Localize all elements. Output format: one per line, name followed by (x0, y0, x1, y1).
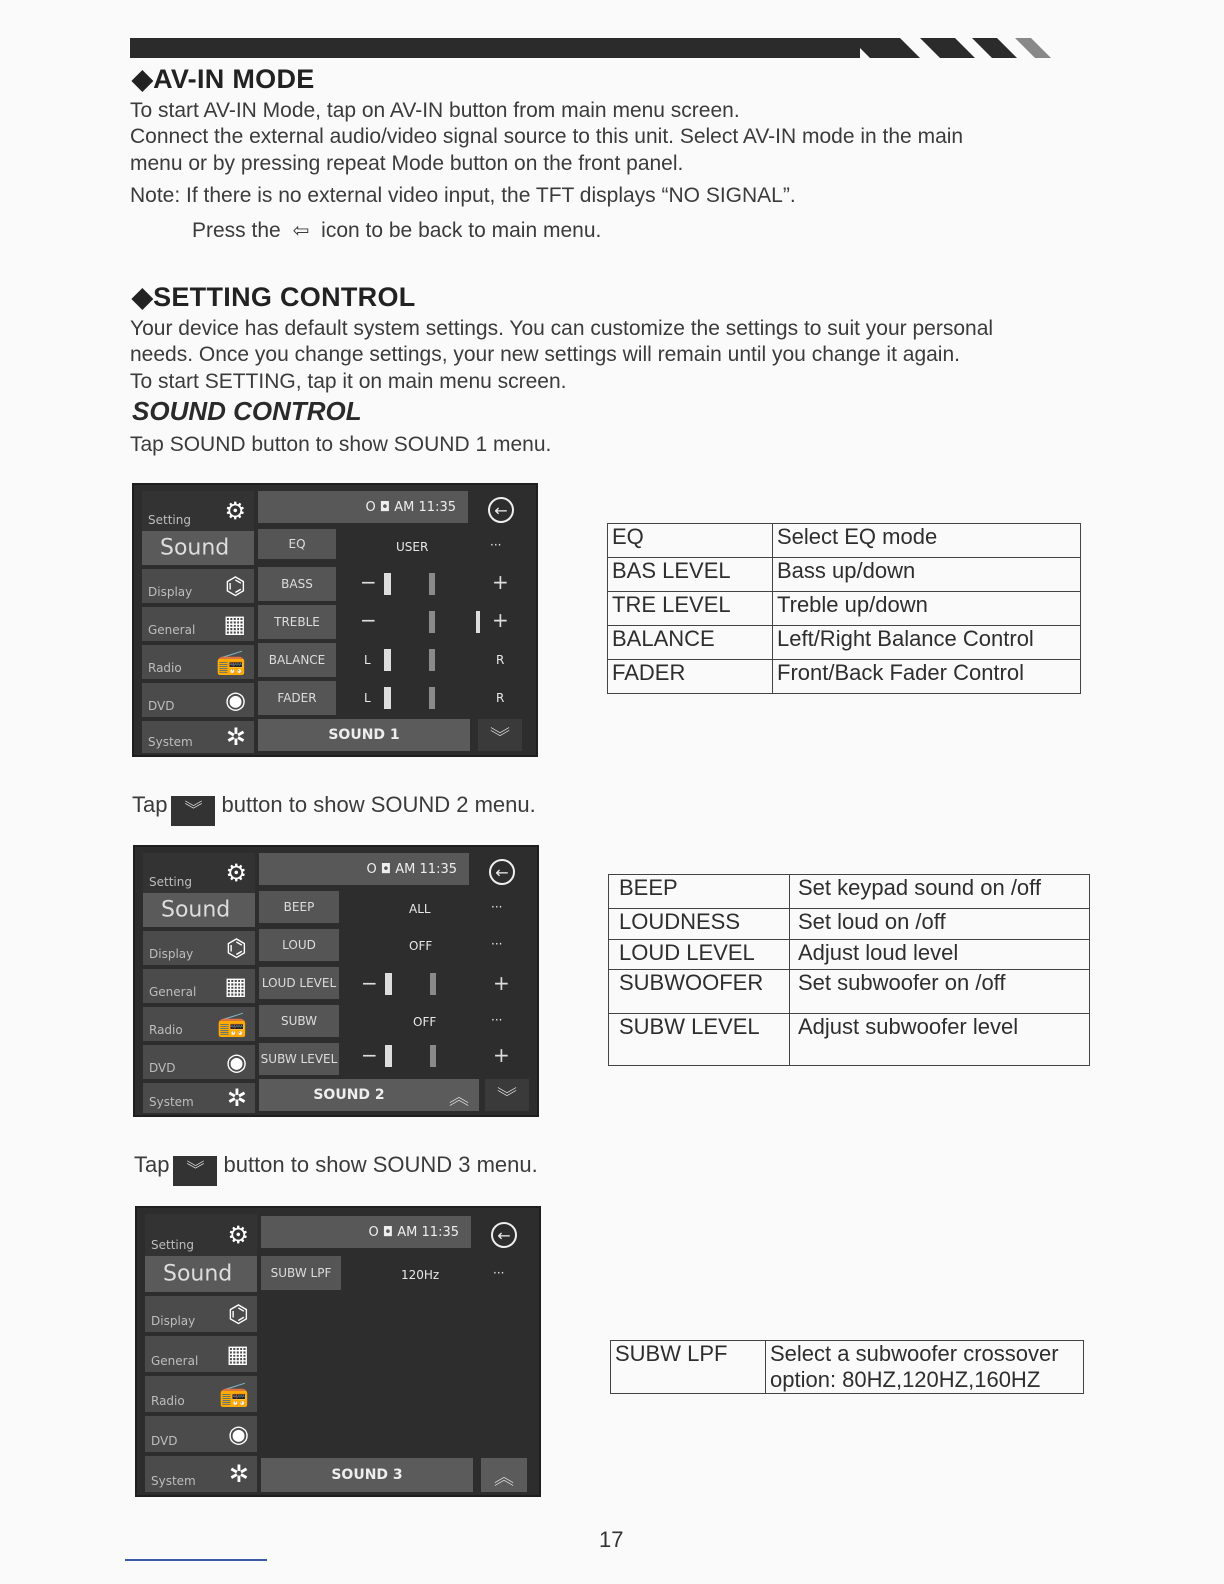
status-text: O ◘ AM 11:35 (365, 500, 456, 515)
av-in-paragraph: To start AV-IN Mode, tap on AV-IN button from main menu screen. (130, 99, 740, 122)
table-row (608, 592, 1081, 626)
table-desc: Set keypad sound on /off (790, 875, 1090, 909)
sidebar-system[interactable] (143, 1083, 255, 1113)
sidebar-label: Display (149, 947, 194, 961)
sidebar-label: Radio (149, 1023, 183, 1037)
table-desc: Adjust subwoofer level (790, 1014, 1090, 1066)
treble-level-marker[interactable] (476, 611, 480, 633)
sidebar-label: System (149, 1095, 194, 1109)
disc-icon: ◉ (228, 1420, 249, 1448)
sidebar-label: Sound (160, 535, 230, 561)
table-key: BAS LEVEL (608, 558, 773, 592)
av-in-paragraph: menu or by pressing repeat Mode button on the front panel. (130, 152, 684, 175)
system-gear-icon: ✲ (228, 1460, 249, 1488)
next-page-button[interactable]: ︾ (485, 1079, 529, 1111)
bass-center-marker (429, 573, 435, 595)
sidebar-general[interactable] (143, 969, 255, 1003)
sidebar-general[interactable] (142, 607, 254, 641)
header-stripe (920, 38, 975, 58)
loud-level-plus[interactable]: + (493, 971, 510, 995)
radio-icon: 📻 (219, 1380, 249, 1408)
status-bar (261, 1216, 471, 1248)
sidebar-display[interactable] (142, 569, 254, 603)
back-button[interactable]: ← (491, 1222, 517, 1248)
row-label[interactable]: SUBW LEVEL (259, 1043, 339, 1075)
balance-level-marker[interactable] (384, 649, 391, 671)
sound-page-label: SOUND 3 (261, 1458, 473, 1492)
header-stripe (850, 38, 920, 58)
loud-value[interactable]: OFF (409, 939, 433, 953)
row-label[interactable]: BALANCE (258, 643, 336, 677)
table-row (608, 558, 1081, 592)
lpf-value[interactable]: 120Hz (401, 1268, 440, 1282)
subw-level-marker[interactable] (385, 1045, 392, 1067)
sidebar-label: Radio (151, 1394, 185, 1408)
setting-paragraph: needs. Once you change settings, your new settings will remain until you change it again. (130, 343, 960, 366)
sound2-table (608, 874, 1090, 1066)
table-key: BALANCE (608, 626, 773, 660)
treble-center-marker (429, 611, 435, 633)
table-desc: Left/Right Balance Control (773, 626, 1081, 660)
sidebar-label: System (151, 1474, 196, 1488)
eq-more[interactable]: ··· (490, 538, 502, 552)
table-row (608, 626, 1081, 660)
row-label[interactable]: SUBW (259, 1005, 339, 1037)
fader-center-marker (429, 687, 435, 709)
subw-level-minus[interactable]: − (361, 1043, 378, 1067)
sidebar-label: Sound (163, 1261, 233, 1287)
back-instruction-b: icon to be back to main menu. (321, 219, 602, 242)
lpf-more[interactable]: ··· (493, 1266, 505, 1280)
table-desc: Bass up/down (773, 558, 1081, 592)
row-label[interactable]: TREBLE (258, 605, 336, 639)
general-icon: ▦ (226, 1340, 249, 1368)
system-gear-icon: ✲ (226, 1084, 247, 1112)
loud-more[interactable]: ··· (491, 937, 503, 951)
row-label[interactable]: LOUD (259, 929, 339, 961)
radio-icon: 📻 (216, 648, 246, 676)
system-gear-icon: ✲ (225, 723, 246, 751)
eq-value[interactable]: USER (396, 540, 429, 554)
sidebar-dvd[interactable] (145, 1416, 257, 1452)
setting-paragraph: Your device has default system settings. You can customize the settings to suit your personal (130, 317, 994, 340)
table-desc: Set loud on /off (790, 909, 1090, 940)
setting-title: ◆SETTING CONTROL (132, 282, 416, 312)
table-row (611, 1341, 1084, 1394)
table-desc: Adjust loud level (790, 940, 1090, 970)
header-bar (130, 38, 860, 58)
sound-control-paragraph: Tap SOUND button to show SOUND 1 menu. (130, 433, 552, 456)
header-stripe (972, 38, 1017, 58)
sidebar-setting[interactable] (145, 1214, 257, 1256)
table-key: LOUD LEVEL (609, 940, 790, 970)
tap-instruction-1 (132, 792, 536, 826)
fader-right[interactable]: R (496, 691, 505, 705)
general-icon: ▦ (223, 610, 246, 638)
setting-paragraph: To start SETTING, tap it on main menu screen. (130, 370, 567, 393)
av-in-title: ◆AV-IN MODE (132, 64, 315, 94)
sound1-screen (132, 483, 538, 757)
sound1-table (607, 523, 1081, 694)
loud-level-marker[interactable] (385, 973, 392, 995)
av-in-note: Note: If there is no external video input, the TFT displays “NO SIGNAL”. (130, 184, 796, 207)
table-row (609, 1014, 1090, 1066)
sidebar-dvd[interactable] (142, 683, 254, 717)
sidebar-sound[interactable] (145, 1256, 257, 1292)
subw-more[interactable]: ··· (491, 1013, 503, 1027)
sidebar-display[interactable] (143, 931, 255, 965)
tap-text: button to show SOUND 2 menu. (221, 792, 536, 817)
table-desc: Select EQ mode (773, 524, 1081, 558)
treble-minus[interactable]: − (360, 608, 377, 632)
balance-right[interactable]: R (496, 653, 505, 667)
sidebar-label: Setting (148, 513, 191, 527)
row-label[interactable]: BEEP (259, 891, 339, 923)
display-icon: ⌬ (226, 934, 247, 962)
av-in-back-instruction (192, 217, 601, 245)
beep-more[interactable]: ··· (491, 900, 503, 914)
sidebar-radio[interactable] (143, 1007, 255, 1041)
sidebar-system[interactable] (145, 1456, 257, 1492)
row-label[interactable]: SUBW LPF (261, 1256, 341, 1290)
tap-instruction-2 (134, 1152, 538, 1186)
sidebar-sound[interactable] (142, 531, 254, 565)
table-row (609, 909, 1090, 940)
sidebar-radio[interactable] (145, 1376, 257, 1412)
display-icon: ⌬ (228, 1300, 249, 1328)
loud-level-center-marker (430, 973, 436, 995)
disc-icon: ◉ (225, 686, 246, 714)
sidebar-dvd[interactable] (143, 1045, 255, 1079)
sound3-table (610, 1340, 1084, 1394)
av-in-paragraph: Connect the external audio/video signal source to this unit. Select AV-IN mode in the main (130, 125, 964, 148)
beep-value[interactable]: ALL (409, 902, 431, 916)
back-button[interactable]: ← (489, 859, 515, 885)
gear-icon: ⚙ (224, 497, 246, 525)
loud-level-minus[interactable]: − (361, 971, 378, 995)
sidebar-sound[interactable] (143, 893, 255, 927)
prev-page-button[interactable]: ︽ (439, 1079, 479, 1111)
sidebar-label: DVD (149, 1061, 176, 1075)
footer-underline (125, 1559, 267, 1561)
table-desc (766, 1341, 1084, 1394)
back-instruction-a: Press the (192, 219, 281, 242)
fader-left[interactable]: L (364, 691, 371, 705)
gear-icon: ⚙ (225, 859, 247, 887)
bass-level-marker[interactable] (384, 573, 391, 595)
sidebar-label: General (148, 623, 196, 637)
table-row (609, 940, 1090, 970)
subw-level-center-marker (430, 1045, 436, 1067)
row-label[interactable]: FADER (258, 681, 336, 715)
row-label[interactable]: BASS (258, 567, 336, 601)
tap-text: Tap (134, 1152, 170, 1177)
next-page-icon: ︾ (171, 796, 215, 826)
sidebar-setting[interactable] (142, 491, 254, 531)
table-key: TRE LEVEL (608, 592, 773, 626)
status-text: O ◘ AM 11:35 (368, 1225, 459, 1240)
sidebar-label: General (151, 1354, 199, 1368)
sidebar-label: Sound (161, 897, 231, 923)
balance-left[interactable]: L (364, 653, 371, 667)
sidebar-system[interactable] (142, 721, 254, 753)
sidebar-label: Setting (149, 875, 192, 889)
sound-control-title: SOUND CONTROL (132, 396, 362, 426)
table-row (608, 524, 1081, 558)
fader-level-marker[interactable] (384, 687, 391, 709)
sidebar-setting[interactable] (143, 853, 255, 893)
next-page-button[interactable]: ︾ (478, 719, 522, 751)
radio-icon: 📻 (217, 1010, 247, 1038)
prev-page-button[interactable]: ︽ (481, 1458, 527, 1492)
table-desc: Set subwoofer on /off (790, 970, 1090, 1014)
tap-text: Tap (132, 792, 168, 817)
tap-text: button to show SOUND 3 menu. (223, 1152, 538, 1177)
bass-minus[interactable]: − (360, 570, 377, 594)
subw-value[interactable]: OFF (413, 1015, 437, 1029)
table-key: BEEP (609, 875, 790, 909)
sound-page-label: SOUND 2 (259, 1079, 439, 1111)
table-desc-line: Select a subwoofer crossover (770, 1341, 1059, 1366)
table-row (609, 970, 1090, 1014)
treble-plus[interactable]: + (492, 608, 509, 632)
sidebar-label: Radio (148, 661, 182, 675)
table-key: SUBW LPF (611, 1341, 766, 1394)
gear-icon: ⚙ (227, 1221, 249, 1249)
sidebar-label: Display (148, 585, 193, 599)
sound3-screen (135, 1206, 541, 1497)
sidebar-radio[interactable] (142, 645, 254, 679)
balance-center-marker (429, 649, 435, 671)
page-number: 17 (599, 1527, 624, 1552)
table-row (609, 875, 1090, 909)
sidebar-label: Display (151, 1314, 196, 1328)
status-bar (259, 853, 469, 885)
disc-icon: ◉ (226, 1048, 247, 1076)
general-icon: ▦ (224, 972, 247, 1000)
status-text: O ◘ AM 11:35 (366, 862, 457, 877)
sidebar-label: General (149, 985, 197, 999)
table-row (608, 660, 1081, 694)
sidebar-label: DVD (148, 699, 175, 713)
bass-plus[interactable]: + (492, 570, 509, 594)
status-bar (258, 491, 468, 523)
back-button[interactable]: ← (488, 497, 514, 523)
sound2-screen (133, 845, 539, 1117)
table-key: SUBWOOFER (609, 970, 790, 1014)
subw-level-plus[interactable]: + (493, 1043, 510, 1067)
table-key: EQ (608, 524, 773, 558)
next-page-icon: ︾ (173, 1156, 217, 1186)
table-key: SUBW LEVEL (609, 1014, 790, 1066)
table-desc: Treble up/down (773, 592, 1081, 626)
sidebar-label: DVD (151, 1434, 178, 1448)
table-desc: Front/Back Fader Control (773, 660, 1081, 694)
table-key: FADER (608, 660, 773, 694)
sidebar-label: System (148, 735, 193, 749)
back-arrow-icon: ⇦ (292, 220, 310, 242)
header-stripe (1015, 38, 1051, 58)
row-label[interactable]: EQ (258, 529, 336, 559)
table-desc-line: option: 80HZ,120HZ,160HZ (770, 1367, 1041, 1392)
sound-page-label: SOUND 1 (258, 719, 470, 751)
sidebar-general[interactable] (145, 1336, 257, 1372)
display-icon: ⌬ (225, 572, 246, 600)
sidebar-display[interactable] (145, 1296, 257, 1332)
table-key: LOUDNESS (609, 909, 790, 940)
sidebar-label: Setting (151, 1238, 194, 1252)
row-label[interactable]: LOUD LEVEL (259, 967, 339, 999)
